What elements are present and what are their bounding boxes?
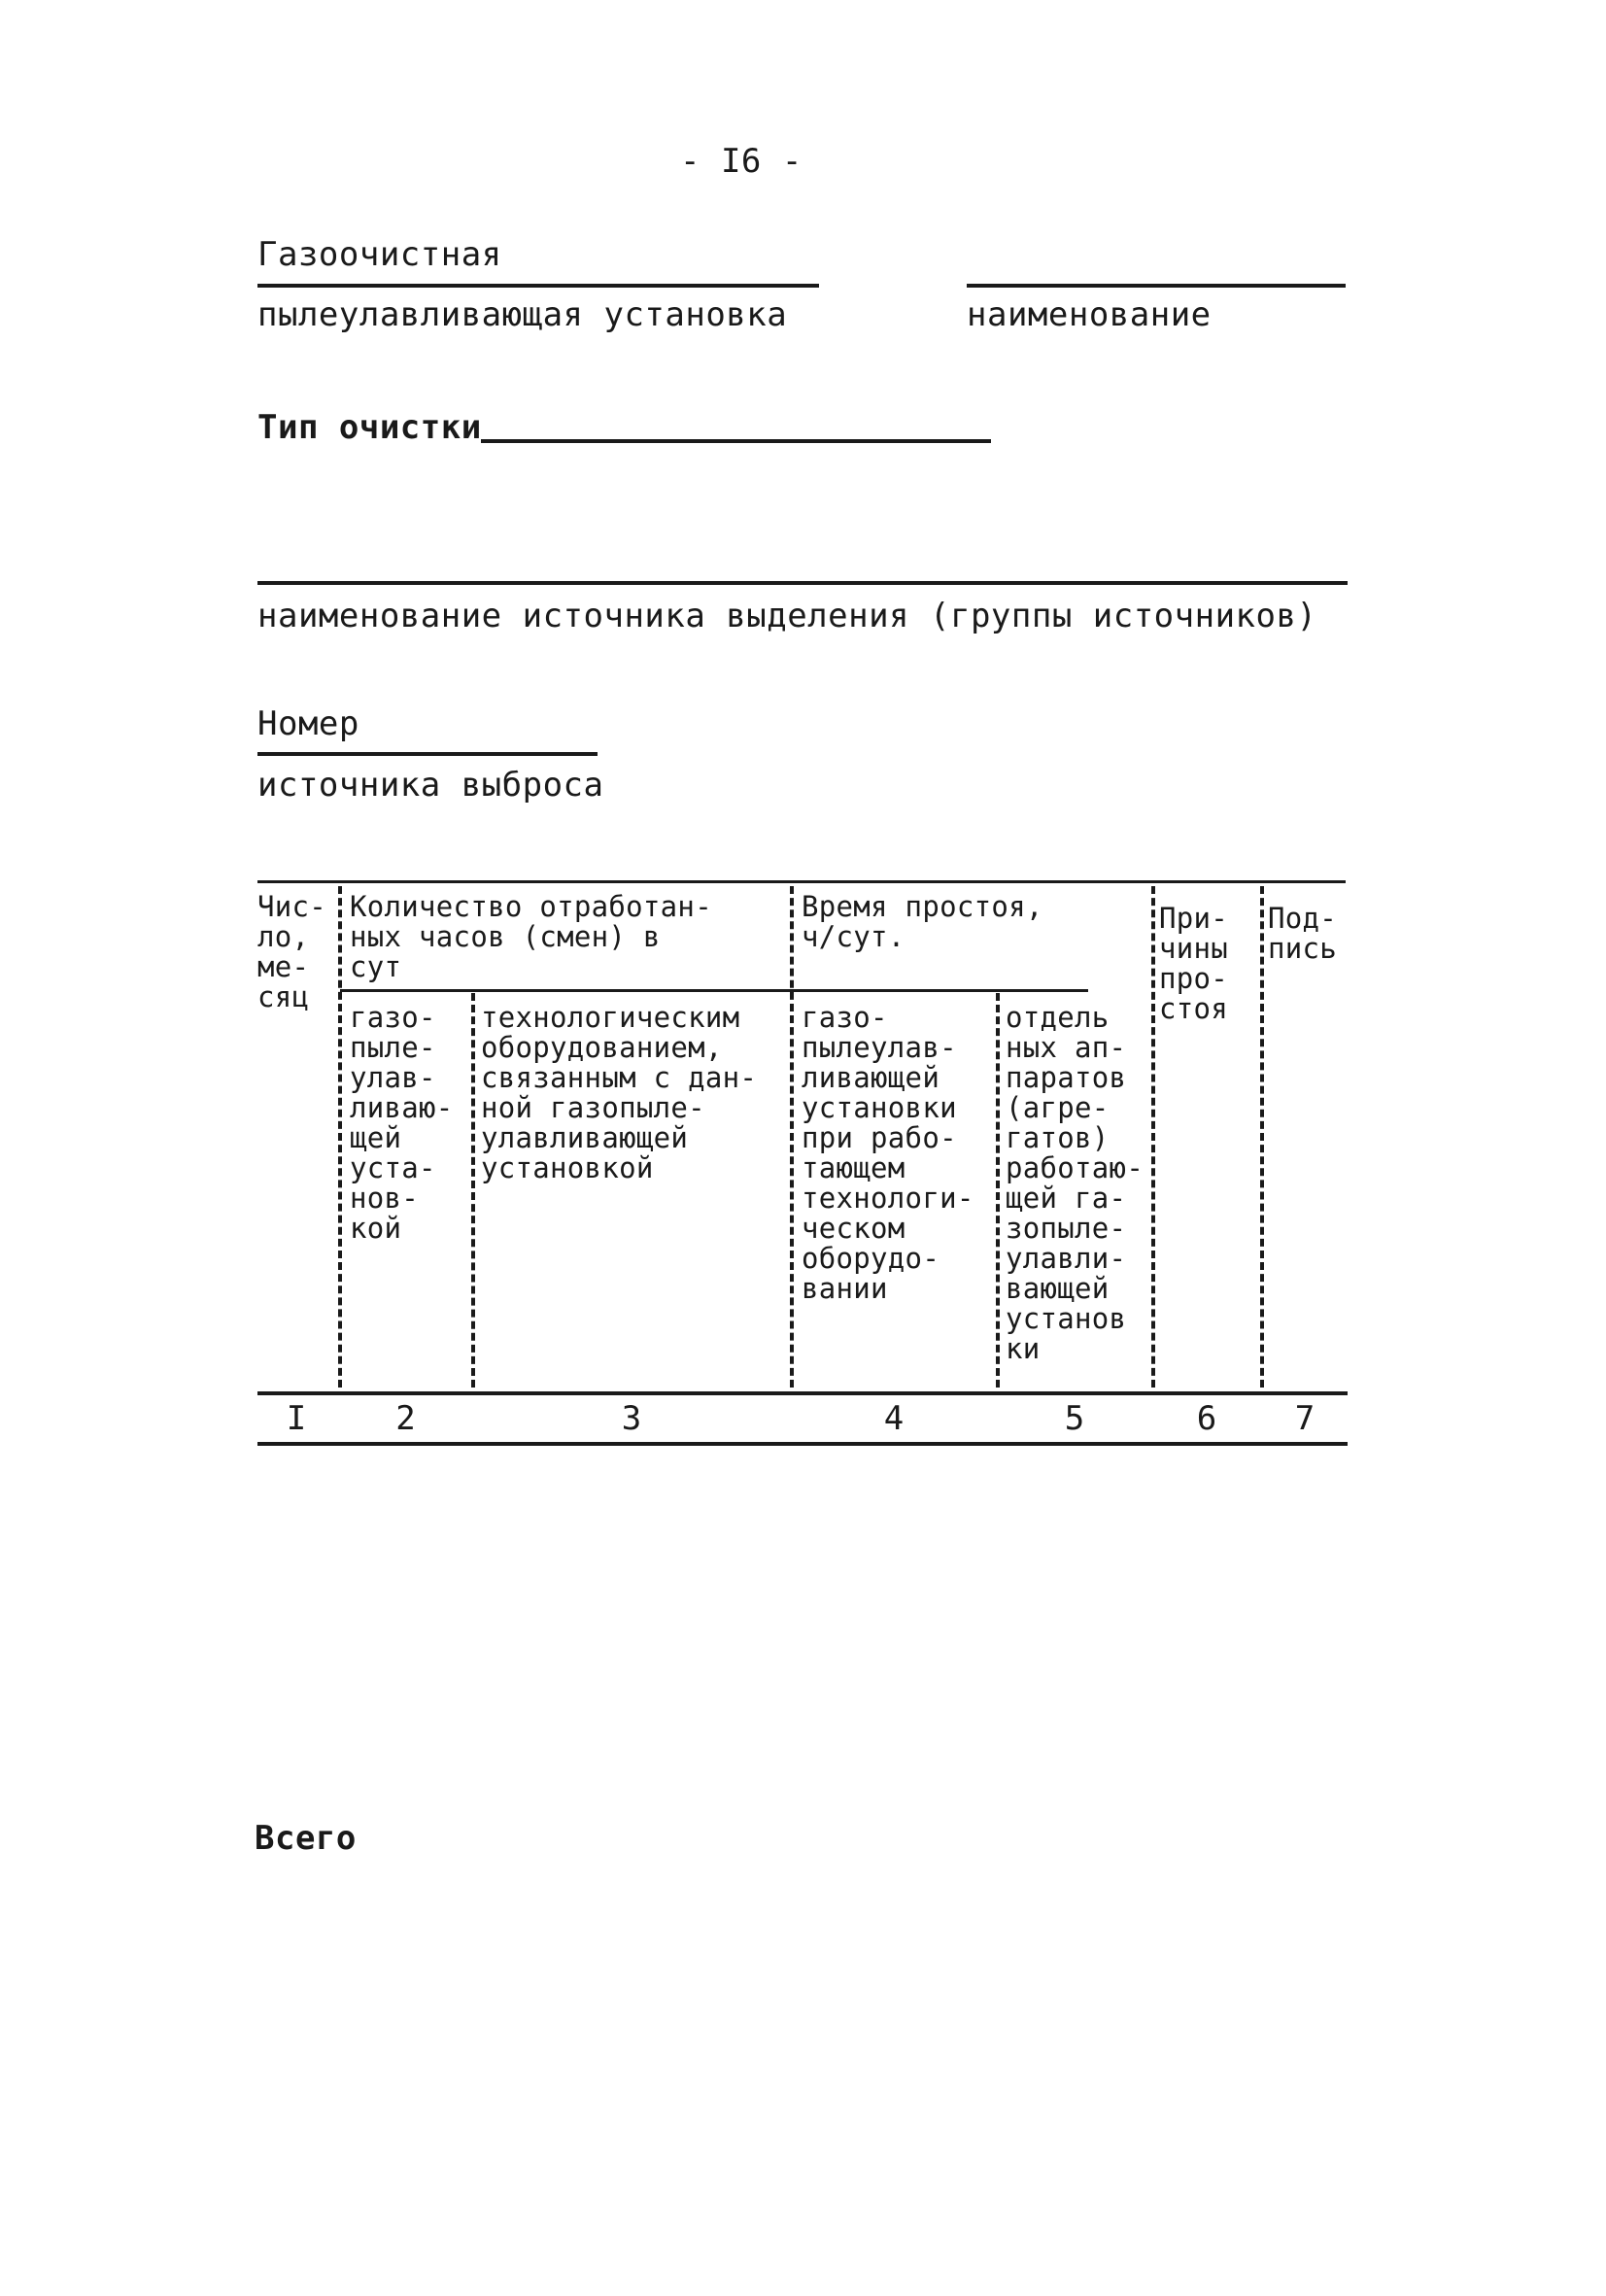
emission-underline	[257, 752, 598, 756]
cleaning-type-line	[481, 439, 991, 443]
col-reasons-header: При- чины про- стоя	[1159, 902, 1229, 1025]
col-number-2: 2	[395, 1399, 416, 1438]
installation-type: пылеулавливающая установка	[257, 295, 788, 334]
col-divider-5	[1151, 886, 1155, 1388]
col-number-1: I	[286, 1399, 307, 1438]
name-caption: наименование	[967, 295, 1212, 334]
name-field-line	[967, 284, 1346, 288]
installation-underline	[257, 284, 819, 288]
emission-caption: источника выброса	[257, 766, 604, 805]
col-number-4: 4	[883, 1399, 905, 1438]
page-number: - I6 -	[680, 142, 803, 181]
col-downtime-apparatus-header: отдель ных ап- паратов (агре- гатов) работаю- щей га- зопыле- улавли- вающей установ ки	[1006, 1001, 1145, 1365]
table-top-rule	[257, 880, 1346, 883]
col-number-6: 6	[1196, 1399, 1217, 1438]
source-line	[257, 581, 1348, 585]
cleaning-type-label: Тип очистки	[257, 408, 482, 447]
col-divider-3	[790, 886, 794, 1388]
numbers-bottom-rule	[257, 1442, 1348, 1446]
col-divider-4	[996, 993, 1000, 1388]
col-downtime-installation-header: газо- пылеулав- ливающей установки при рабо- тающем технологи- ческом оборудо- вании	[802, 1001, 974, 1305]
col-divider-6	[1260, 886, 1264, 1388]
total-label: Всего	[255, 1819, 357, 1858]
col-number-7: 7	[1294, 1399, 1316, 1438]
numbers-top-rule	[257, 1391, 1348, 1395]
col-group-hours-header: Количество отработан- ных часов (смен) в сут	[350, 890, 712, 983]
col-divider-1	[338, 886, 342, 1388]
col-day-header: Чис- ло, ме- сяц	[257, 890, 327, 1013]
col-gas-cleaning-header: газо- пыле- улав- ливаю- щей уста- нов- кой	[350, 1001, 454, 1245]
col-technological-header: технологическим оборудованием, связанным с дан- ной газопыле- улавливающей установкой	[481, 1001, 758, 1184]
col-number-3: 3	[621, 1399, 642, 1438]
table-subheader-rule	[340, 989, 1088, 992]
col-signature-header: Под- пись	[1268, 902, 1338, 965]
emission-label: Номер	[257, 704, 359, 743]
source-caption: наименование источника выделения (группы источников)	[257, 597, 1317, 635]
col-group-downtime-header: Время простоя, ч/сут.	[802, 890, 1043, 953]
installation-label: Газоочистная	[257, 235, 502, 274]
col-divider-2	[471, 993, 475, 1388]
col-number-5: 5	[1064, 1399, 1085, 1438]
